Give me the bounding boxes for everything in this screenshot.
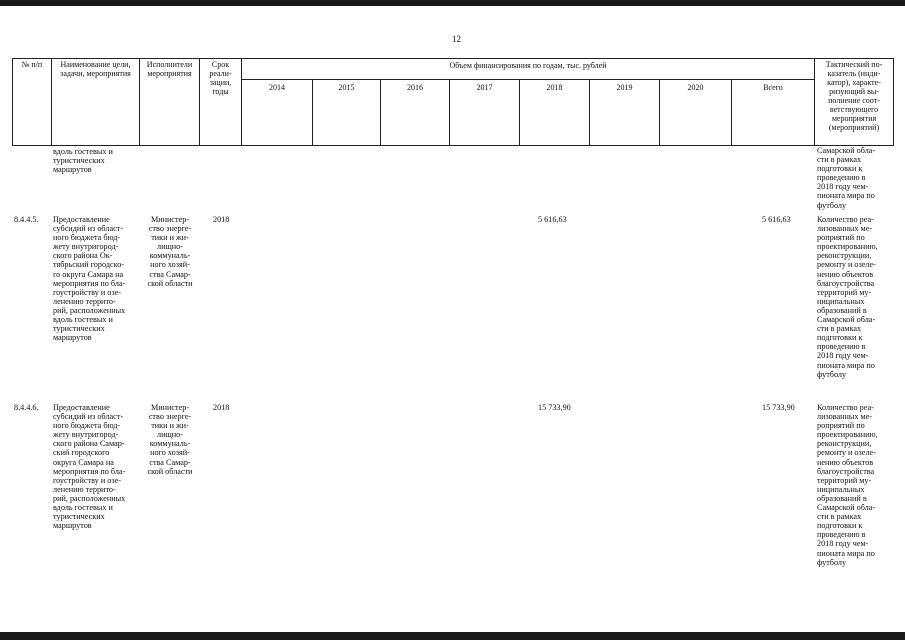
row-number: 8.4.4.5. bbox=[14, 215, 39, 224]
row-value-total: 15 733,90 bbox=[762, 403, 795, 412]
row-indicator: Количество реа- лизованных ме- роприятий по проектированию, реконструкции, ремонту и озеле- нению объектов благоустройства территорий му- ниципальных образований в Самарской обла- сти в рамках подготовки к проведению в 2018 году чем- пионата мира по футболу bbox=[817, 215, 878, 379]
row-executor: Министер- ство энерге- тики и жи- лищно- коммуналь- ного хозяй- ства Самар- ской области bbox=[147, 403, 193, 476]
continuation-indicator: Самарской обла- сти в рамках подготовки к проведению в 2018 году чем- пионата мира по футболу bbox=[817, 146, 876, 210]
header-cell-num bbox=[12, 58, 52, 146]
header-indicator-label: Тактический по- казатель (инди- катор), характе- ризующий вы- полнение соот- ветствующего мероприятия (мероприятий) bbox=[825, 60, 883, 132]
row-value-2018: 15 733,90 bbox=[538, 403, 571, 412]
header-year-label: 2014 bbox=[269, 83, 285, 92]
header-finance-label: Объем финансирования по годам, тыс. рублей bbox=[449, 61, 607, 70]
header-name-label: Наименование цели, задачи, мероприятия bbox=[60, 60, 131, 78]
row-indicator: Количество реа- лизованных ме- роприятий по проектированию, реконструкции, ремонту и озеле- нению объектов благоустройства территорий му- ниципальных образований в Самарской обла- сти в рамках подготовки к проведению в 2018 году чем- пионата мира по футболу bbox=[817, 403, 878, 567]
header-year-label: 2015 bbox=[338, 83, 355, 92]
row-name: Предоставление субсидий из област- ного бюджета бюд- жету внутригород- ского района Ок- тябрьский городско- го округа Самара на мероприятия по бла- гоустройству и озе- ленению террито- рий, расположенных вдоль гостевых и туристических маршрутов bbox=[53, 215, 126, 343]
row-term: 2018 bbox=[213, 403, 230, 412]
row-term: 2018 bbox=[213, 215, 230, 224]
continuation-name: вдоль гостевых и туристических маршрутов bbox=[53, 147, 113, 175]
header-year-label: 2019 bbox=[616, 83, 633, 92]
header-num-label: № п/п bbox=[21, 60, 43, 69]
header-term-label: Срок реали- зации, годы bbox=[209, 60, 232, 96]
row-executor: Министер- ство энерге- тики и жи- лищно- коммуналь- ного хозяй- ства Самар- ской области bbox=[147, 215, 193, 288]
header-year-label: 2018 bbox=[546, 83, 563, 92]
page-number: 12 bbox=[452, 34, 461, 44]
header-year-label: 2020 bbox=[687, 83, 704, 92]
row-value-total: 5 616,63 bbox=[762, 215, 791, 224]
header-year-label: 2016 bbox=[407, 83, 423, 92]
row-name: Предоставление субсидий из област- ного бюджета бюд- жету внутригород- ского района Самар- ский городского округа Самара на мероприятия по бла- гоустройству и озе- ленению террито- рий, расположенных вдоль гостевых и туристических маршрутов bbox=[53, 403, 126, 531]
header-executor-label: Исполнители мероприятия bbox=[146, 60, 193, 78]
header-year-label: 2017 bbox=[476, 83, 493, 92]
row-value-2018: 5 616,63 bbox=[538, 215, 567, 224]
row-number: 8.4.4.6. bbox=[14, 403, 39, 412]
header-year-label: Всего bbox=[763, 83, 783, 92]
scan-bottom-border bbox=[0, 632, 905, 640]
scan-top-border bbox=[0, 0, 905, 6]
